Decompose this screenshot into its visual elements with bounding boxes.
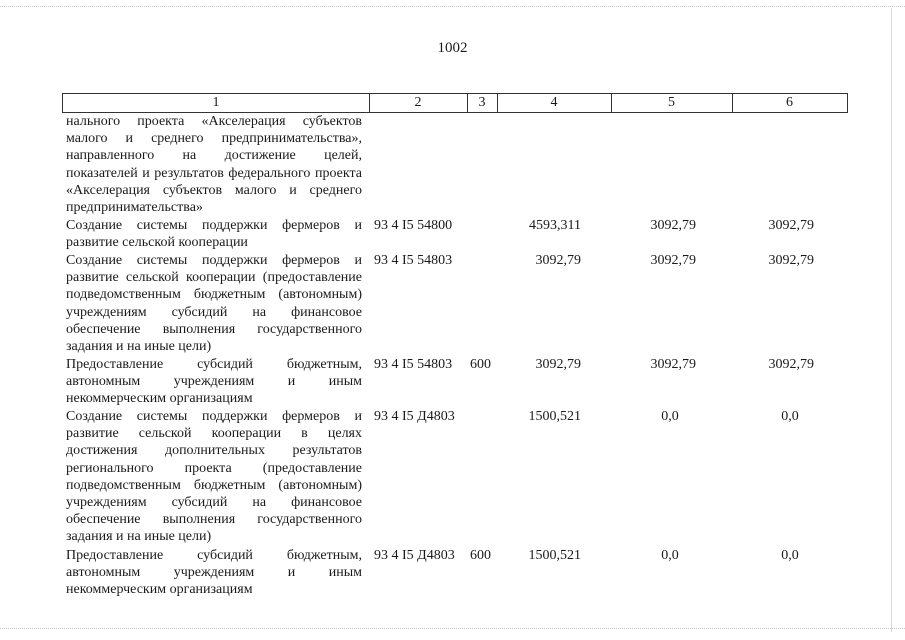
row-name: нального проекта «Акселерация субъектов малого и среднего предпринимательства», направленного на достижение целей, показателей и результатов федерального проекта «Акселерация субъектов малого и среднего предпринимательства» [66, 114, 362, 216]
row-value-col5: 0,0 [661, 548, 679, 563]
row-value-col4: 4593,311 [529, 218, 581, 233]
row-code: 93 4 I5 54800 [374, 218, 453, 233]
row-code: 93 4 I5 54803 [374, 253, 453, 268]
scan-bottom-edge [0, 628, 905, 635]
header-col-4: 4 [550, 95, 558, 110]
row-value-col5: 3092,79 [650, 357, 696, 372]
row-value-col5: 3092,79 [650, 253, 696, 268]
header-col-3: 3 [478, 95, 486, 110]
table-header-row [62, 93, 848, 113]
header-col-5: 5 [668, 95, 675, 110]
row-name: Предоставление субсидий бюджетным, автономным учреждениям и иным некоммерческим организациям [66, 357, 362, 407]
row-name: Создание системы поддержки фермеров и развитие сельской кооперации (предоставление подведомственным бюджетным (автономным) учреждениям субсидий на финансовое обеспечение выполнения государственного задания и на иные цели) [66, 253, 362, 355]
row-vr: 600 [470, 357, 491, 372]
row-value-col6: 0,0 [781, 548, 799, 563]
header-col-2: 2 [414, 95, 422, 110]
row-code: 93 4 I5 54803 [374, 357, 453, 372]
scan-right-edge [891, 8, 892, 632]
row-value-col4: 1500,521 [528, 409, 581, 424]
row-value-col6: 3092,79 [768, 253, 814, 268]
row-value-col4: 3092,79 [535, 253, 581, 268]
header-col-1: 1 [212, 95, 220, 110]
row-value-col5: 0,0 [661, 409, 679, 424]
row-value-col4: 3092,79 [535, 357, 581, 372]
row-vr: 600 [470, 548, 491, 563]
row-value-col6: 0,0 [781, 409, 799, 424]
row-value-col5: 3092,79 [650, 218, 696, 233]
row-code: 93 4 I5 Д4803 [374, 548, 455, 563]
page-number: 1002 [437, 40, 468, 56]
row-value-col4: 1500,521 [528, 548, 581, 563]
header-col-6: 6 [786, 95, 793, 110]
row-value-col6: 3092,79 [768, 357, 814, 372]
row-name: Создание системы поддержки фермеров и развитие сельской кооперации в целях достижения дополнительных результатов регионального проекта (предоставление подведомственным бюджетным (автономным) учреждениям субсидий на финансовое обеспечение выполнения государственного задания и на иные цели) [66, 409, 362, 545]
row-name: Создание системы поддержки фермеров и развитие сельской кооперации [66, 218, 362, 251]
row-name: Предоставление субсидий бюджетным, автономным учреждениям и иным некоммерческим организациям [66, 548, 362, 598]
row-code: 93 4 I5 Д4803 [374, 409, 455, 424]
scan-top-edge [0, 6, 905, 13]
row-value-col6: 3092,79 [768, 218, 814, 233]
